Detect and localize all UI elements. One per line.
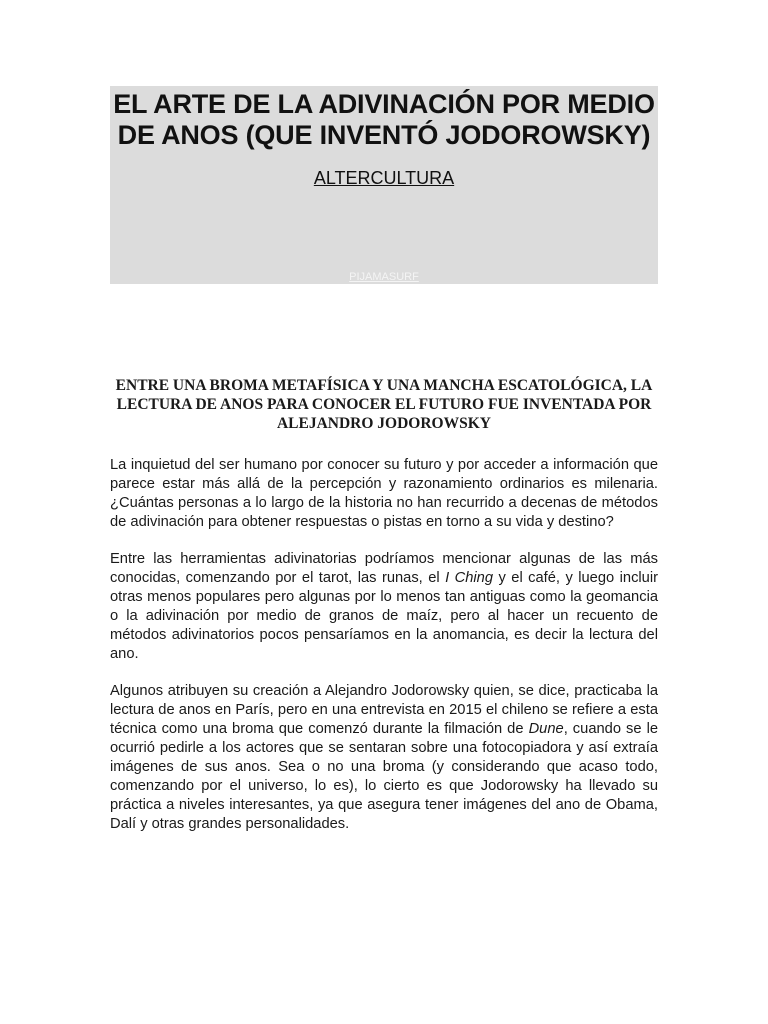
article-title: EL ARTE DE LA ADIVINACIÓN POR MEDIO DE ANOS (QUE INVENTÓ JODOROWSKY)	[113, 89, 655, 150]
paragraph-3-italic-term: Dune	[528, 721, 564, 737]
title-banner	[110, 86, 658, 284]
paragraph-2-text-start: Entre las herramientas adivinatorias podríamos mencionar algunas de las más conocidas, comenzando por el tarot, las runas, el	[110, 551, 658, 586]
article-body	[110, 456, 658, 852]
paragraph-1: La inquietud del ser humano por conocer su futuro y por acceder a información que parece estar más allá de la percepción y razonamiento ordinarios es milenaria. ¿Cuántas personas a lo largo de la historia no han recurrido a decenas de métodos de adivinación para obtener respuestas o pistas en torno a su vida y destino?	[110, 457, 658, 530]
paragraph-3-text-start: Algunos atribuyen su creación a Alejandro Jodorowsky quien, se dice, practicaba la lectura de anos en París, pero en una entrevista en 2015 el chileno se refiere a esta técnica como una broma que comenzó durante la filmación de	[110, 683, 658, 737]
paragraph-2-text-end: y el café, y luego incluir otras menos populares pero algunas por lo menos tan antiguas como la geomancia o la adivinación por medio de granos de maíz, pero al hacer un recuento de métodos adivinatorios pocos pensaríamos en la anomancia, es decir la lectura del ano.	[110, 570, 659, 662]
credit-link[interactable]: PIJAMASURF	[349, 271, 419, 283]
paragraph-2-italic-term: I Ching	[445, 570, 494, 586]
article-subtitle: ENTRE UNA BROMA METAFÍSICA Y UNA MANCHA ESCATOLÓGICA, LA LECTURA DE ANOS PARA CONOCER EL FUTURO FUE INVENTADA POR ALEJANDRO JODOROWSKY	[115, 377, 653, 432]
paragraph-3	[110, 682, 658, 834]
paragraph-3-text-end: , cuando se le ocurrió pedirle a los actores que se sentaran sobre una fotocopiadora y así extraía imágenes de sus anos. Sea o no una broma (y considerando que acaso todo, comenzando por el universo, lo es), lo cierto es que Jodorowsky ha llevado su práctica a niveles interesantes, ya que asegura tener imágenes del ano de Obama, Dalí y otras grandes personalidades.	[110, 721, 658, 832]
paragraph-2	[110, 550, 658, 664]
source-link[interactable]: ALTERCULTURA	[313, 168, 455, 188]
